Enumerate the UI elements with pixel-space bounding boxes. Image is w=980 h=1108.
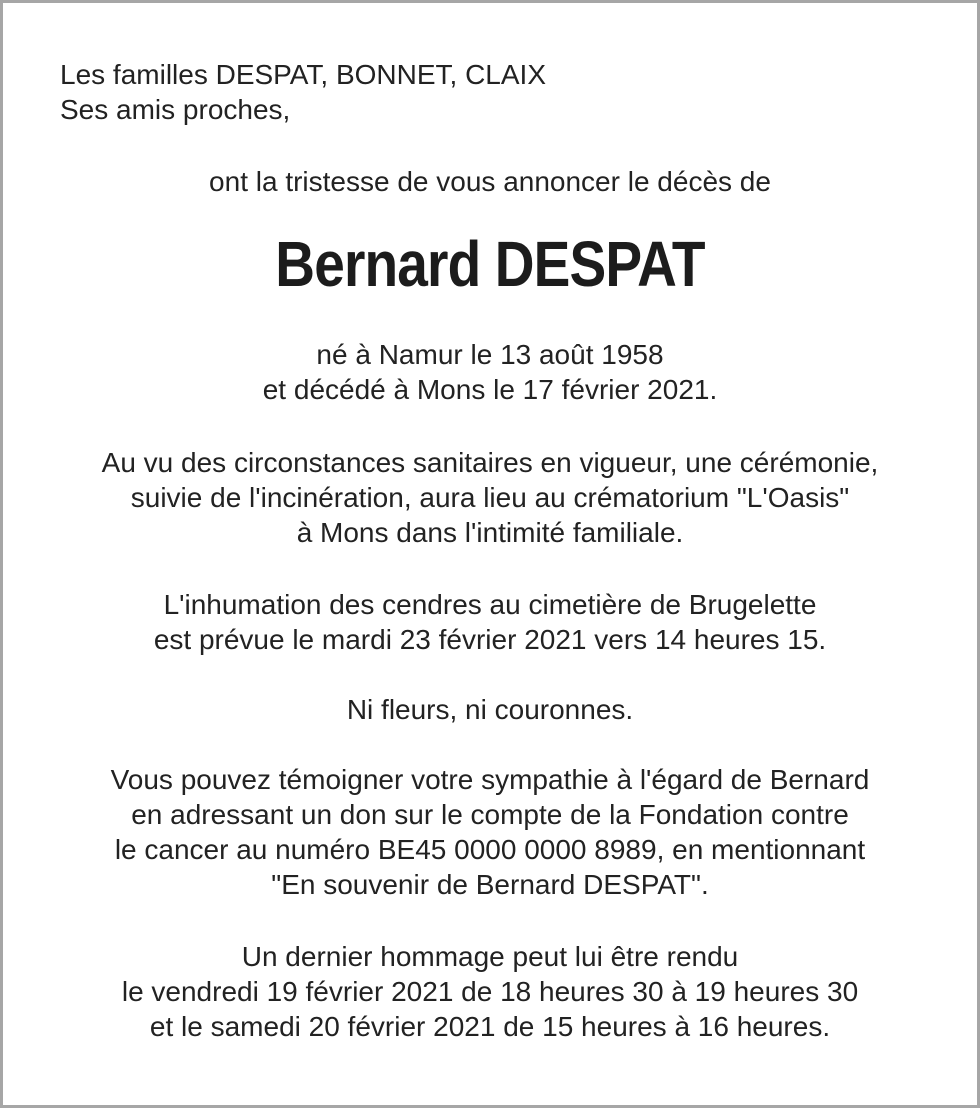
life-dates-block [3,337,977,407]
burial-line-1: L'inhumation des cendres au cimetière de Brugelette [163,589,817,620]
announcement-line: ont la tristesse de vous annoncer le décès de [209,166,771,197]
families-block [60,57,546,127]
death-line: et décédé à Mons le 17 février 2021. [262,374,718,405]
tribute-line-3: et le samedi 20 février 2021 de 15 heures à 16 heures. [149,1011,831,1042]
friends-line: Ses amis proches, [60,94,291,125]
donation-line-3: le cancer au numéro BE45 0000 0000 8989, en mentionnant [114,834,866,865]
tribute-block [3,939,977,1044]
ceremony-line-3: à Mons dans l'intimité familiale. [296,517,684,548]
tribute-line-1: Un dernier hommage peut lui être rendu [241,941,739,972]
deceased-name: Bernard DESPAT [275,228,705,300]
donation-block [3,762,977,902]
donation-line-2: en adressant un don sur le compte de la Fondation contre [131,799,849,830]
tribute-line-2: le vendredi 19 février 2021 de 18 heures 30 à 19 heures 30 [121,976,859,1007]
ceremony-line-2: suivie de l'incinération, aura lieu au crématorium "L'Oasis" [130,482,850,513]
families-line: Les familles DESPAT, BONNET, CLAIX [60,59,546,90]
ceremony-line-1: Au vu des circonstances sanitaires en vigueur, une cérémonie, [101,447,879,478]
burial-block [3,587,977,657]
burial-line-2: est prévue le mardi 23 février 2021 vers 14 heures 15. [153,624,827,655]
ceremony-block [3,445,977,550]
donation-line-1: Vous pouvez témoigner votre sympathie à l'égard de Bernard [110,764,870,795]
donation-line-4: "En souvenir de Bernard DESPAT". [271,869,709,900]
flowers-line: Ni fleurs, ni couronnes. [346,694,634,725]
birth-line: né à Namur le 13 août 1958 [316,339,664,370]
